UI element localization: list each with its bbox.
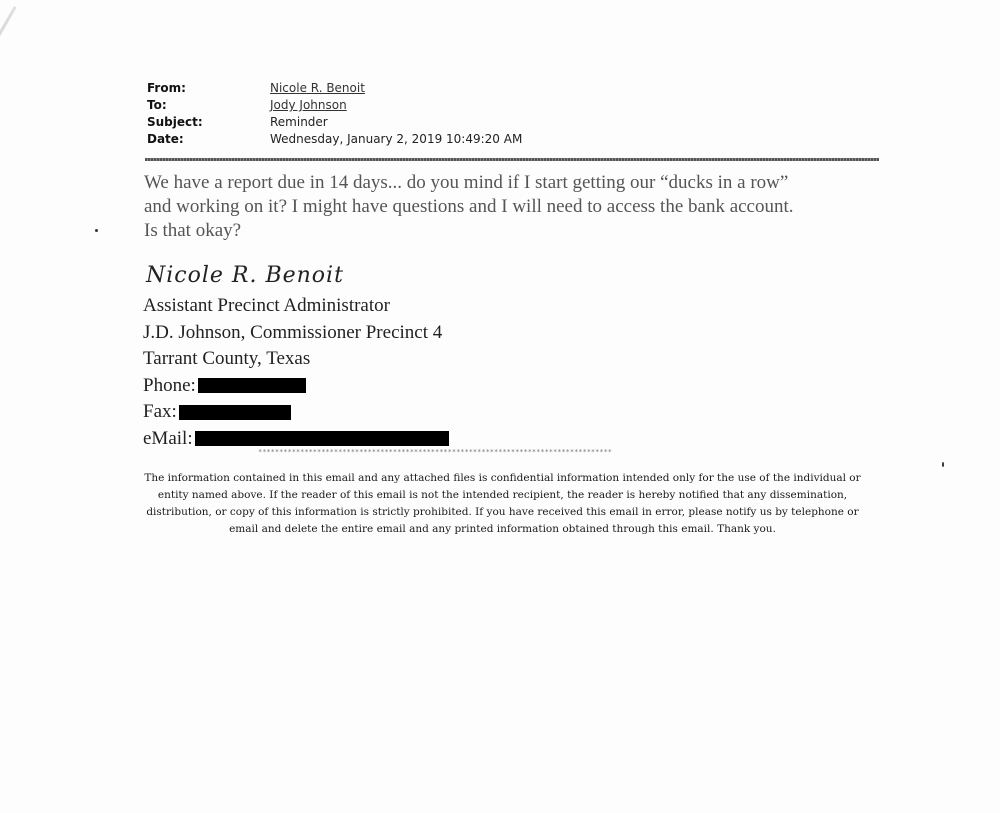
header-divider	[145, 158, 879, 161]
email-header	[147, 80, 522, 148]
signature-phone	[143, 373, 449, 400]
body-line: We have a report due in 14 days... do you mind if I start getting our “ducks in a row”	[144, 172, 789, 193]
to-row	[147, 97, 522, 114]
asterisk-divider: ************************************************************************************	[258, 448, 613, 456]
phone-label: Phone:	[143, 374, 196, 396]
signature-location: Tarrant County, Texas	[143, 348, 311, 369]
date-value: Wednesday, January 2, 2019 10:49:20 AM	[270, 132, 523, 146]
redaction-bar	[198, 378, 306, 393]
from-label: From:	[147, 81, 186, 95]
email-body	[144, 171, 884, 243]
confidentiality-disclaimer: The information contained in this email and any attached files is confidential information intended only for the use of the individual or entity named above. If the reader of this email is not the intended recipient, the reader is hereby notified that any dissemination, distribution, or copy of this information is strictly prohibited. If you have received this email in error, please notify us by telephone or email and delete the entire email and any printed information obtained through this email. Thank you.	[144, 472, 861, 535]
signature-block	[143, 293, 449, 452]
body-line: and working on it? I might have questions and I will need to access the bank account.	[144, 196, 794, 217]
signature-fax	[143, 399, 449, 426]
to-value[interactable]: Jody Johnson	[270, 98, 347, 112]
scan-speck	[942, 462, 944, 467]
redaction-bar	[195, 431, 449, 446]
body-line: Is that okay?	[144, 220, 242, 241]
subject-label: Subject:	[147, 115, 203, 129]
subject-row	[147, 114, 522, 131]
to-label: To:	[147, 98, 167, 112]
signature-office: J.D. Johnson, Commissioner Precinct 4	[143, 321, 443, 343]
from-row	[147, 80, 522, 97]
signature-name: Nicole R. Benoit	[146, 263, 344, 288]
email-label: eMail:	[143, 427, 193, 449]
signature-title: Assistant Precinct Administrator	[143, 295, 390, 316]
date-row	[147, 131, 522, 148]
scan-edge-mark	[0, 6, 17, 224]
from-value[interactable]: Nicole R. Benoit	[270, 81, 365, 95]
date-label: Date:	[147, 132, 184, 146]
redaction-bar	[179, 405, 291, 420]
subject-value: Reminder	[270, 115, 328, 129]
scan-speck	[95, 229, 98, 232]
fax-label: Fax:	[143, 401, 177, 422]
